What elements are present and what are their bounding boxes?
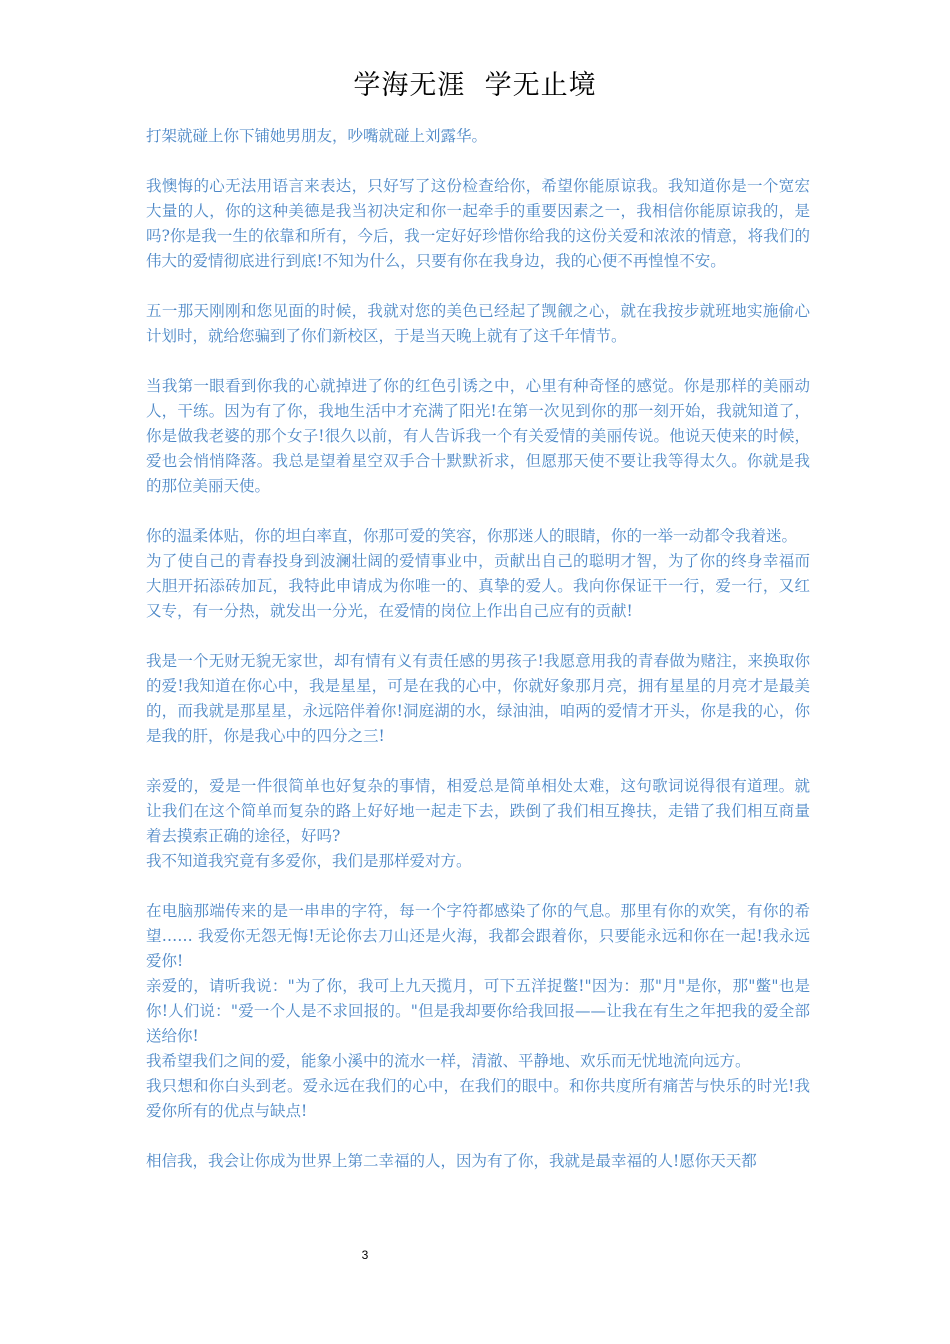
paragraph-3: 五一那天刚刚和您见面的时候，我就对您的美色已经起了觊觎之心，就在我按步就班地实施偷心计划时，就给您骗到了你们新校区，于是当天晚上就有了这千年情节。 (146, 302, 810, 345)
page-header-title: 学海无涯 学无止境 (353, 70, 597, 101)
paragraph-10: 在电脑那端传来的是一串串的字符，每一个字符都感染了你的气息。那里有你的欢笑，有你的希望…… 我爱你无怨无悔!无论你去刀山还是火海，我都会跟着你，只要能永远和你在一起!我永远爱你! (146, 902, 810, 970)
paragraph-13: 我只想和你白头到老。爱永远在我们的心中，在我们的眼中。和你共度所有痛苦与快乐的时光!我爱你所有的优点与缺点! (146, 1077, 810, 1120)
paragraph-6: 为了使自己的青春投身到波澜壮阔的爱情事业中，贡献出自己的聪明才智，为了你的终身幸福而大胆开拓添砖加瓦，我特此申请成为你唯一的、真挚的爱人。我向你保证干一行，爱一行，又红又专，有一分热，就发出一分光，在爱情的岗位上作出自己应有的贡献! (146, 552, 810, 620)
paragraph-14: 相信我，我会让你成为世界上第二幸福的人，因为有了你，我就是最幸福的人!愿你天天都 (146, 1152, 757, 1170)
paragraph-5: 你的温柔体贴，你的坦白率直，你那可爱的笑容，你那迷人的眼睛，你的一举一动都令我着迷。 (146, 527, 798, 545)
paragraph-8: 亲爱的，爱是一件很简单也好复杂的事情，相爱总是简单相处太难，这句歌词说得很有道理。就让我们在这个简单而复杂的路上好好地一起走下去，跌倒了我们相互搀扶，走错了我们相互商量着去摸索正确的途径，好吗? (146, 777, 810, 845)
paragraph-2: 我懊悔的心无法用语言来表达，只好写了这份检查给你，希望你能原谅我。我知道你是一个宽宏大量的人，你的这种美德是我当初决定和你一起牵手的重要因素之一，我相信你能原谅我的，是吗?你是我一生的依靠和所有，今后，我一定好好珍惜你给我的这份关爱和浓浓的情意，将我们的伟大的爱情彻底进行到底!不知为什么，只要有你在我身边，我的心便不再惶惶不安。 (146, 177, 810, 270)
paragraph-7: 我是一个无财无貌无家世，却有情有义有责任感的男孩子!我愿意用我的青春做为赌注，来换取你的爱!我知道在你心中，我是星星，可是在我的心中，你就好象那月亮，拥有星星的月亮才是最美的，而我就是那星星，永远陪伴着你!洞庭湖的水，绿油油，咱两的爱情才开头，你是我的心，你是我的肝，你是我心中的四分之三! (146, 652, 810, 745)
document-body (146, 124, 810, 1174)
paragraph-12: 我希望我们之间的爱，能象小溪中的流水一样，清澈、平静地、欢乐而无忧地流向远方。 (146, 1052, 751, 1070)
paragraph-9: 我不知道我究竟有多爱你，我们是那样爱对方。 (146, 852, 472, 870)
paragraph-11: 亲爱的，请听我说："为了你，我可上九天揽月，可下五洋捉鳖!"因为：那"月"是你，那"鳖"也是你!人们说："爱一个人是不求回报的。"但是我却要你给我回报——让我在有生之年把我的爱全部送给你! (146, 977, 810, 1045)
paragraph-1: 打架就碰上你下铺她男朋友，吵嘴就碰上刘露华。 (146, 127, 488, 145)
paragraph-4: 当我第一眼看到你我的心就掉进了你的红色引诱之中，心里有种奇怪的感觉。你是那样的美丽动人，干练。因为有了你，我地生活中才充满了阳光!在第一次见到你的那一刻开始，我就知道了，你是做我老婆的那个女子!很久以前，有人告诉我一个有关爱情的美丽传说。他说天使来的时候，爱也会悄悄降落。我总是望着星空双手合十默默祈求，但愿那天使不要让我等得太久。你就是我的那位美丽天使。 (146, 377, 810, 495)
page-number: 3 (361, 1248, 369, 1262)
